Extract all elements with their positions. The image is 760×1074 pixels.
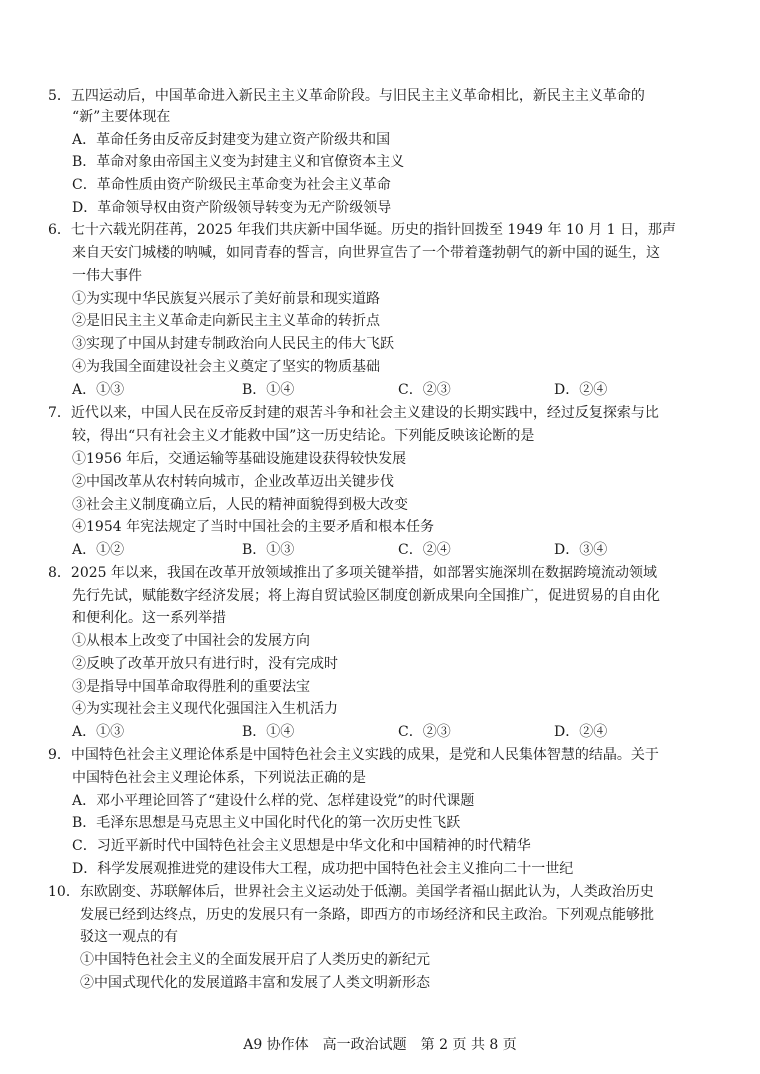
q8-stem-line-2: 先行先试，赋能数字经济发展；将上海自贸试验区制度创新成果向全国推广，促进贸易的自由化 (72, 588, 660, 604)
q6-option-a: A．①③ (72, 382, 125, 398)
q8-option-d: D．②④ (554, 724, 608, 740)
q6-stem-line-2: 来自天安门城楼的呐喊，如同青春的誓言，向世界宣告了一个带着蓬勃朝气的新中国的诞生，这 (72, 245, 660, 261)
q8-statement-3: ③是指导中国革命取得胜利的重要法宝 (72, 679, 310, 695)
q9-stem-line-1: 9．中国特色社会主义理论体系是中国特色社会主义实践的成果，是党和人民集体智慧的结晶。关于 (48, 747, 659, 763)
q8-statement-2: ②反映了改革开放只有进行时，没有完成时 (72, 656, 338, 672)
q9-stem-line-2: 中国特色社会主义理论体系，下列说法正确的是 (72, 770, 366, 786)
q6-stem-line-3: 一伟大事件 (72, 268, 142, 284)
q6-statement-1: ①为实现中华民族复兴展示了美好前景和现实道路 (72, 291, 380, 307)
q10-stem-line-2: 发展已经到达终点，历史的发展只有一条路，即西方的市场经济和民主政治。下列观点能够批 (80, 907, 654, 923)
q8-option-c: C．②③ (398, 724, 451, 740)
q7-statement-3: ③社会主义制度确立后，人民的精神面貌得到极大改变 (72, 497, 408, 513)
q10-stem-line-3: 驳这一观点的有 (80, 929, 178, 945)
q6-stem-line-1: 6．七十六载光阴荏苒，2025 年我们共庆新中国华诞。历史的指针回拨至 1949 年 10 月 1 日，那声 (48, 222, 677, 238)
q6-statement-4: ④为我国全面建设社会主义奠定了坚实的物质基础 (72, 359, 380, 375)
q6-option-b: B．①④ (242, 382, 295, 398)
q9-option-b: B．毛泽东思想是马克思主义中国化时代化的第一次历史性飞跃 (72, 815, 461, 831)
q8-stem-line-3: 和便利化。这一系列举措 (72, 610, 226, 626)
q8-statement-1: ①从根本上改变了中国社会的发展方向 (72, 633, 310, 649)
q9-option-a: A．邓小平理论回答了“建设什么样的党、怎样建设党”的时代课题 (72, 793, 475, 809)
q6-option-d: D．②④ (554, 382, 608, 398)
q8-stem-line-1: 8．2025 年以来，我国在改革开放领域推出了多项关键举措，如部署实施深圳在数据跨境流动领域 (48, 565, 657, 581)
q5-stem-line-2: “新”主要体现在 (72, 109, 171, 125)
q5-option-b: B．革命对象由帝国主义变为封建主义和官僚资本主义 (72, 154, 405, 170)
q7-option-b: B．①③ (242, 542, 295, 558)
q7-stem-line-2: 较，得出“只有社会主义才能救中国”这一历史结论。下列能反映该论断的是 (72, 428, 535, 444)
q10-statement-1: ①中国特色社会主义的全面发展开启了人类历史的新纪元 (80, 952, 430, 968)
q7-option-c: C．②④ (398, 542, 451, 558)
q10-stem-line-1: 10．东欧剧变、苏联解体后，世界社会主义运动处于低潮。美国学者福山据此认为，人类政治历史 (48, 884, 654, 900)
q8-statement-4: ④为实现社会主义现代化强国注入生机活力 (72, 701, 338, 717)
page-footer: A9 协作体 高一政治试题 第 2 页 共 8 页 (243, 1037, 517, 1053)
q7-statement-2: ②中国改革从农村转向城市，企业改革迈出关键步伐 (72, 474, 394, 490)
q6-option-c: C．②③ (398, 382, 451, 398)
q8-option-b: B．①④ (242, 724, 295, 740)
q5-stem-line-1: 5．五四运动后，中国革命进入新民主主义革命阶段。与旧民主主义革命相比，新民主主义革命的 (48, 88, 645, 104)
q7-option-d: D．③④ (554, 542, 608, 558)
q8-option-a: A．①③ (72, 724, 125, 740)
q5-option-c: C．革命性质由资产阶级民主革命变为社会主义革命 (72, 177, 391, 193)
q7-option-a: A．①② (72, 542, 125, 558)
q6-statement-2: ②是旧民主主义革命走向新民主主义革命的转折点 (72, 313, 380, 329)
q10-statement-2: ②中国式现代化的发展道路丰富和发展了人类文明新形态 (80, 975, 430, 991)
q6-statement-3: ③实现了中国从封建专制政治向人民民主的伟大飞跃 (72, 336, 394, 352)
q7-statement-4: ④1954 年宪法规定了当时中国社会的主要矛盾和根本任务 (72, 519, 435, 535)
q9-option-c: C．习近平新时代中国特色社会主义思想是中华文化和中国精神的时代精华 (72, 838, 531, 854)
q5-option-d: D．革命领导权由资产阶级领导转变为无产阶级领导 (72, 200, 392, 216)
q9-option-d: D．科学发展观推进党的建设伟大工程，成功把中国特色社会主义推向二十一世纪 (72, 861, 574, 877)
q5-option-a: A．革命任务由反帝反封建变为建立资产阶级共和国 (72, 132, 391, 148)
q7-stem-line-1: 7．近代以来，中国人民在反帝反封建的艰苦斗争和社会主义建设的长期实践中，经过反复探索与比 (48, 405, 659, 421)
q7-statement-1: ①1956 年后，交通运输等基础设施建设获得较快发展 (72, 451, 407, 467)
